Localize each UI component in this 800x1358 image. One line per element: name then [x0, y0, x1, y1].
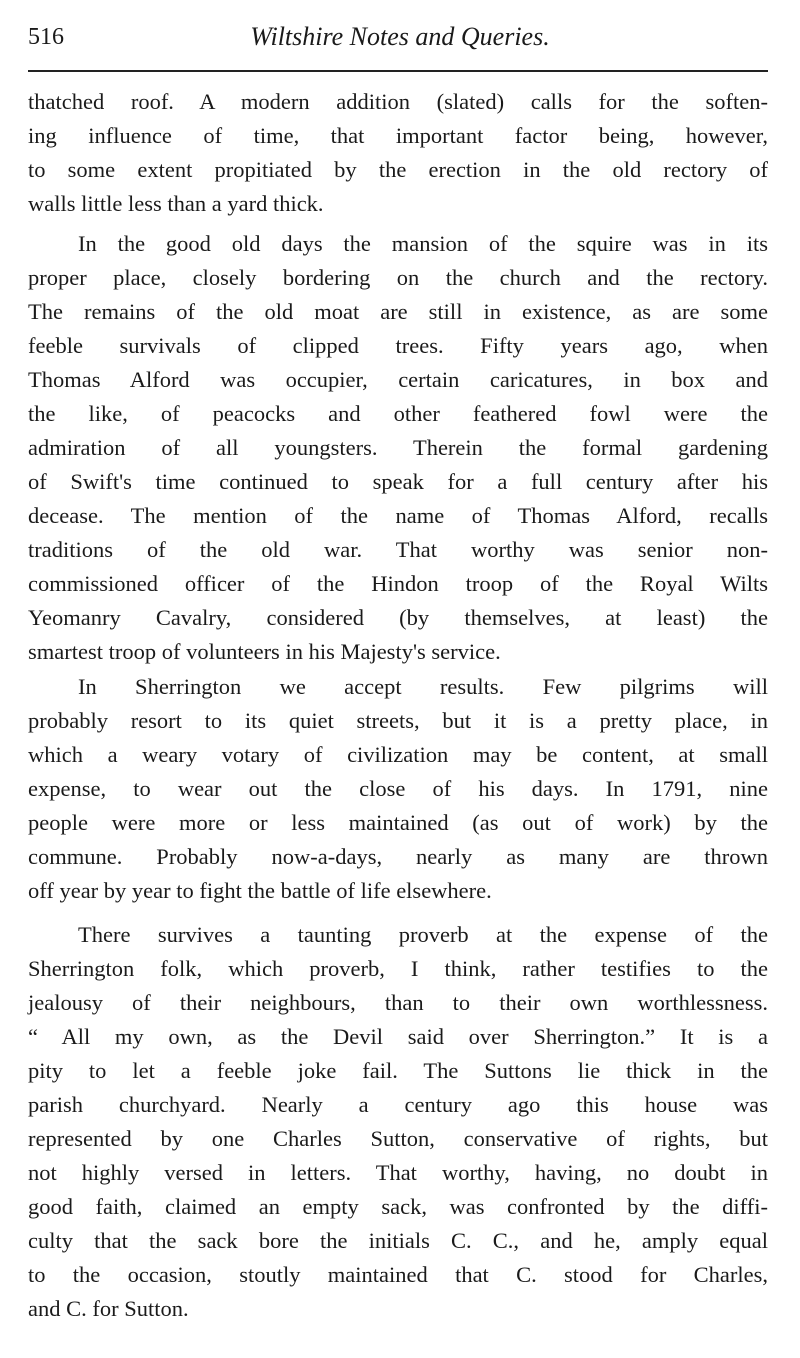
text-line: traditions of the old war. That worthy was senior non-: [28, 537, 768, 562]
text-line: feeble survivals of clipped trees. Fifty years ago, when: [28, 333, 768, 358]
text-line: commissioned officer of the Hindon troop of the Royal Wilts: [28, 571, 768, 596]
running-title: Wiltshire Notes and Queries.: [250, 22, 550, 51]
text-line: probably resort to its quiet streets, but it is a pretty place, in: [28, 708, 768, 733]
text-line: thatched roof. A modern addition (slated) calls for the soften-: [28, 89, 768, 114]
paragraph: [28, 227, 768, 669]
text-line: Thomas Alford was occupier, certain caricatures, in box and: [28, 367, 768, 392]
text-line: In the good old days the mansion of the squire was in its: [78, 231, 768, 256]
text-line: walls little less than a yard thick.: [28, 191, 324, 216]
text-line: pity to let a feeble joke fail. The Suttons lie thick in the: [28, 1058, 768, 1083]
text-line: “ All my own, as the Devil said over Sherrington.” It is a: [28, 1024, 768, 1049]
text-line: Yeomanry Cavalry, considered (by themselves, at least) the: [28, 605, 768, 630]
paragraph: [28, 670, 768, 908]
text-line: parish churchyard. Nearly a century ago this house was: [28, 1092, 768, 1117]
text-line: The remains of the old moat are still in existence, as are some: [28, 299, 768, 324]
text-line: people were more or less maintained (as out of work) by the: [28, 810, 768, 835]
text-line: good faith, claimed an empty sack, was confronted by the diffi-: [28, 1194, 768, 1219]
text-line: expense, to wear out the close of his days. In 1791, nine: [28, 776, 768, 801]
paragraph: [28, 85, 768, 221]
text-line: to some extent propitiated by the erection in the old rectory of: [28, 157, 768, 182]
text-line: In Sherrington we accept results. Few pilgrims will: [78, 674, 768, 699]
text-line: admiration of all youngsters. Therein the formal gardening: [28, 435, 768, 460]
text-line: off year by year to fight the battle of life elsewhere.: [28, 878, 492, 903]
text-line: There survives a taunting proverb at the expense of the: [78, 922, 768, 947]
text-line: represented by one Charles Sutton, conservative of rights, but: [28, 1126, 768, 1151]
text-line: Sherrington folk, which proverb, I think, rather testifies to the: [28, 956, 768, 981]
text-line: commune. Probably now-a-days, nearly as many are thrown: [28, 844, 768, 869]
text-line: the like, of peacocks and other feathered fowl were the: [28, 401, 768, 426]
text-line: culty that the sack bore the initials C. C., and he, amply equal: [28, 1228, 768, 1253]
text-line: jealousy of their neighbours, than to their own worthlessness.: [28, 990, 768, 1015]
text-line: of Swift's time continued to speak for a full century after his: [28, 469, 768, 494]
paragraph: [28, 918, 768, 1326]
text-line: ing influence of time, that important factor being, however,: [28, 123, 768, 148]
page-body: [28, 85, 768, 1326]
text-line: which a weary votary of civilization may be content, at small: [28, 742, 768, 767]
text-line: not highly versed in letters. That worthy, having, no doubt in: [28, 1160, 768, 1185]
text-line: decease. The mention of the name of Thomas Alford, recalls: [28, 503, 768, 528]
page-number: 516: [28, 24, 64, 50]
header-rule: [28, 70, 768, 72]
text-line: proper place, closely bordering on the church and the rectory.: [28, 265, 768, 290]
text-line: and C. for Sutton.: [28, 1296, 189, 1321]
text-line: smartest troop of volunteers in his Majesty's service.: [28, 639, 501, 664]
text-line: to the occasion, stoutly maintained that C. stood for Charles,: [28, 1262, 768, 1287]
